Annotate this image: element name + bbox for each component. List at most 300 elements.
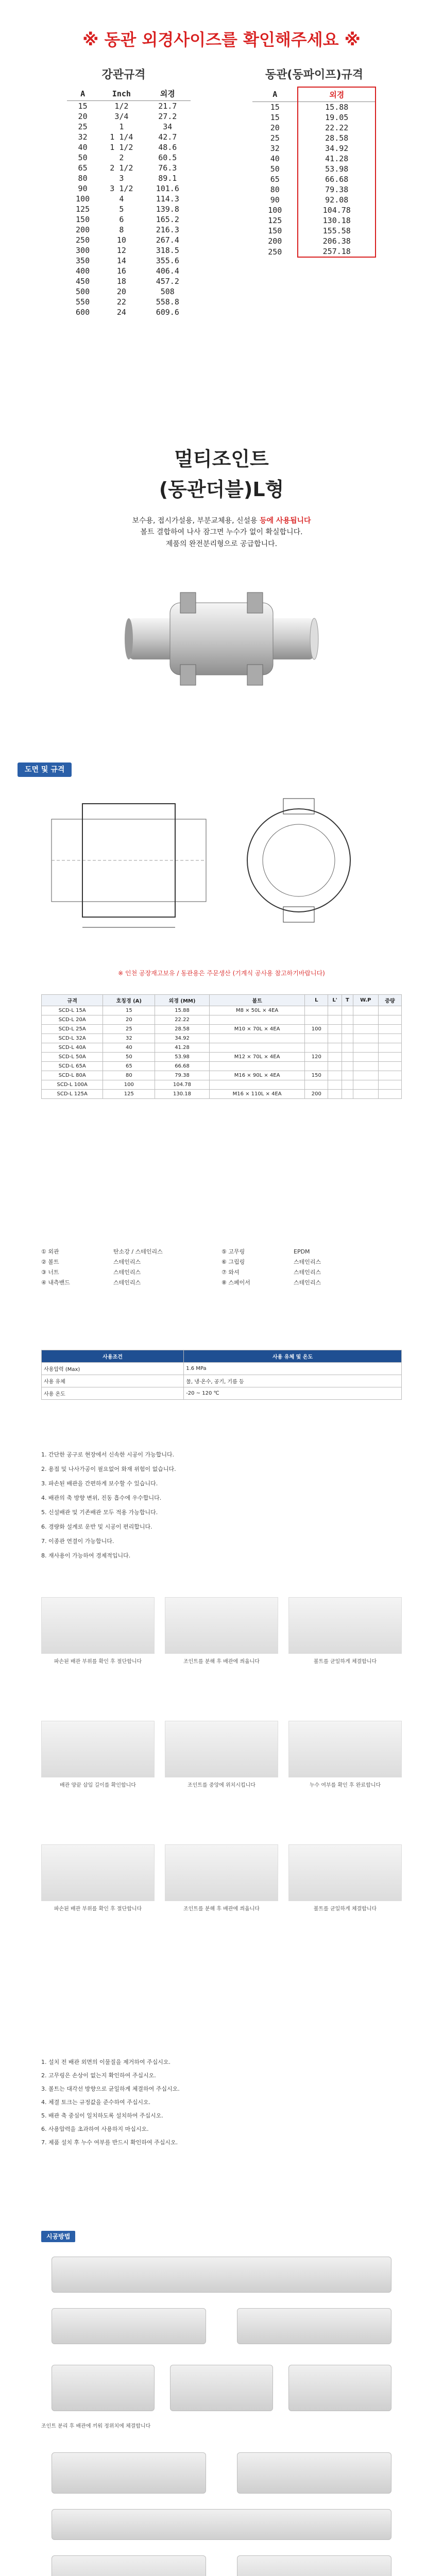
table-cell: 34.92 — [155, 1034, 210, 1043]
feature-item: 6. 경량화 설계로 운반 및 시공이 편리합니다. — [41, 1523, 152, 1530]
table-cell — [328, 1053, 342, 1062]
table-cell: 65 — [270, 175, 280, 184]
step-item — [165, 1597, 278, 1666]
table-cell: 90 — [270, 195, 280, 205]
table-cell: 350 — [76, 256, 90, 265]
cond-header: 사용조건 — [42, 1350, 184, 1363]
install-note: 4. 체결 토크는 규정값을 준수하여 주십시오. — [41, 2099, 151, 2106]
table-cell: 48.6 — [158, 143, 177, 152]
table-cell: 100 — [76, 194, 90, 204]
table-cell — [328, 1034, 342, 1043]
part-name: ④ 내측밴드 — [41, 1279, 70, 1286]
table-cell — [305, 1043, 328, 1053]
step-caption: 조인트를 중앙에 위치시킵니다 — [188, 1783, 255, 1788]
table-cell — [353, 1080, 378, 1090]
table-cell: 206.38 — [298, 236, 376, 246]
table-cell — [328, 1015, 342, 1025]
parts-row — [41, 1278, 402, 1288]
table-cell: 76.3 — [158, 163, 177, 173]
step-image — [41, 1597, 155, 1654]
install-note: 7. 제품 설치 후 누수 여부를 반드시 확인하여 주십시오. — [41, 2139, 178, 2146]
table-cell: SCD-L 50A — [42, 1053, 103, 1062]
install-image-7 — [52, 2452, 206, 2494]
table-cell: 34 — [163, 122, 173, 131]
table-row — [252, 174, 376, 184]
table-cell: SCD-L 32A — [42, 1034, 103, 1043]
parts-list — [41, 1247, 402, 1288]
part-material: 탄소강 / 스테인리스 — [113, 1248, 163, 1255]
table-cell — [305, 1006, 328, 1015]
table-cell: 60.5 — [158, 153, 177, 162]
table-cell — [353, 1015, 378, 1025]
table-cell — [378, 1034, 401, 1043]
product-title — [0, 443, 443, 502]
table-cell — [342, 1006, 353, 1015]
table-cell: 40 — [103, 1043, 155, 1053]
table-cell: SCD-L 20A — [42, 1015, 103, 1025]
size-tables — [36, 66, 407, 396]
features-list — [41, 1448, 402, 1563]
table-cell: SCD-L 25A — [42, 1025, 103, 1034]
table-row — [67, 204, 191, 214]
table-cell — [342, 1015, 353, 1025]
table-cell: 20 — [78, 112, 88, 121]
table-row — [67, 235, 191, 245]
table-cell: 89.1 — [158, 174, 177, 183]
table-cell — [209, 1034, 305, 1043]
table-cell: 15 — [270, 103, 280, 112]
table-cell: 3/4 — [114, 112, 129, 121]
table-cell — [328, 1006, 342, 1015]
table-row — [67, 101, 191, 112]
table-cell: 150 — [268, 226, 282, 235]
table-cell: 22.22 — [298, 123, 376, 133]
table-cell: 12 — [116, 246, 126, 255]
steel-header: 외경 — [145, 87, 191, 101]
table-cell: 150 — [76, 215, 90, 224]
step-item — [41, 1721, 155, 1789]
table-row — [67, 163, 191, 173]
table-cell — [353, 1006, 378, 1015]
table-row — [67, 276, 191, 286]
spec-header: 규격 — [42, 995, 103, 1006]
table-cell: 200 — [76, 225, 90, 234]
table-cell: 21.7 — [158, 101, 177, 111]
table-cell: 66.68 — [298, 174, 376, 184]
step-image — [165, 1844, 278, 1901]
table-cell: M16 × 110L × 4EA — [209, 1090, 305, 1099]
table-row — [67, 142, 191, 152]
table-cell — [328, 1071, 342, 1080]
step-image — [165, 1721, 278, 1777]
table-cell: 139.8 — [156, 205, 179, 214]
table-cell: 125 — [268, 216, 282, 225]
table-row — [67, 183, 191, 194]
table-row — [42, 1080, 402, 1090]
step-caption: 볼트를 균일하게 체결합니다 — [313, 1906, 377, 1912]
table-cell: 355.6 — [156, 256, 179, 265]
part-pair — [222, 1247, 402, 1257]
table-cell: 406.4 — [156, 266, 179, 276]
step-row-3 — [41, 1844, 402, 1913]
cond-header: 사용 유체 및 온도 — [184, 1350, 402, 1363]
step-caption: 배관 양끝 삽입 길이를 확인합니다 — [60, 1783, 136, 1788]
table-cell: 40 — [78, 143, 88, 152]
table-cell — [328, 1043, 342, 1053]
table-cell: 130.18 — [155, 1090, 210, 1099]
table-row — [252, 143, 376, 154]
table-row — [67, 286, 191, 297]
use-condition-table — [41, 1350, 402, 1400]
table-cell — [353, 1071, 378, 1080]
install-image-10 — [52, 2555, 206, 2576]
table-row — [42, 1062, 402, 1071]
table-cell — [342, 1043, 353, 1053]
part-pair — [41, 1247, 222, 1257]
install-image-2 — [52, 2308, 206, 2344]
table-cell — [353, 1090, 378, 1099]
table-row — [42, 1387, 402, 1400]
table-cell: -20 ~ 120 ℃ — [184, 1387, 402, 1400]
copper-table-title: 동관(동파이프)규격 — [265, 69, 364, 81]
table-row — [252, 184, 376, 195]
table-cell: 사용 유체 — [42, 1375, 184, 1387]
spec-header: 중량 — [378, 995, 401, 1006]
table-cell: 65 — [103, 1062, 155, 1071]
table-cell: 8 — [119, 225, 124, 234]
table-row — [67, 132, 191, 142]
step-item — [288, 1721, 402, 1789]
spec-header: L — [305, 995, 328, 1006]
step-caption: 누수 여부를 확인 후 완료합니다 — [309, 1783, 381, 1788]
table-cell — [353, 1025, 378, 1034]
table-cell: 92.08 — [298, 195, 376, 205]
table-row — [67, 173, 191, 183]
table-cell: 50 — [270, 164, 280, 174]
part-name: ⑦ 와셔 — [222, 1269, 240, 1276]
table-cell — [209, 1080, 305, 1090]
desc-line1-red: 등에 사용됩니다 — [260, 517, 311, 525]
table-cell: M12 × 70L × 4EA — [209, 1053, 305, 1062]
table-cell — [342, 1053, 353, 1062]
table-cell: 53.98 — [298, 164, 376, 174]
step-caption: 조인트를 분해 후 배관에 씌웁니다 — [183, 1659, 260, 1665]
table-cell: 사용압력 (Max) — [42, 1363, 184, 1375]
step-caption: 볼트를 균일하게 체결합니다 — [313, 1659, 377, 1665]
table-cell: 200 — [268, 236, 282, 246]
desc-line1: 보수용, 접시가설용, 부분교체용, 신설용 — [132, 517, 260, 525]
table-cell: SCD-L 80A — [42, 1071, 103, 1080]
table-cell: 15 — [103, 1006, 155, 1015]
table-cell: 1 — [119, 122, 124, 131]
table-row — [42, 1363, 402, 1375]
table-cell: 2 — [119, 153, 124, 162]
table-cell — [378, 1071, 401, 1080]
table-cell: 120 — [305, 1053, 328, 1062]
parts-row — [41, 1267, 402, 1278]
step-item — [165, 1721, 278, 1789]
copper-header: 외경 — [298, 87, 376, 102]
parts-row — [41, 1247, 402, 1257]
steel-size-table — [67, 87, 191, 317]
step-image — [41, 1844, 155, 1901]
product-description — [0, 515, 443, 550]
table-cell — [353, 1062, 378, 1071]
table-row — [252, 164, 376, 174]
part-pair — [41, 1278, 222, 1288]
part-name: ② 볼트 — [41, 1259, 59, 1265]
table-cell: 300 — [76, 246, 90, 255]
table-row — [252, 246, 376, 257]
part-pair — [41, 1267, 222, 1278]
table-cell — [353, 1053, 378, 1062]
table-cell — [328, 1025, 342, 1034]
feature-item: 5. 신설배관 및 기존배관 모두 적용 가능합니다. — [41, 1509, 158, 1516]
table-row — [67, 225, 191, 235]
spec-header: W.P — [353, 995, 378, 1006]
install-image-3 — [237, 2308, 391, 2344]
feature-item: 8. 재사용이 가능하여 경제적입니다. — [41, 1552, 131, 1559]
part-pair — [222, 1257, 402, 1267]
table-row — [252, 154, 376, 164]
table-cell: 65 — [78, 163, 88, 173]
table-row — [252, 123, 376, 133]
table-row — [67, 111, 191, 122]
table-cell: SCD-L 125A — [42, 1090, 103, 1099]
table-cell: 32 — [270, 144, 280, 153]
table-row — [252, 112, 376, 123]
table-row — [67, 266, 191, 276]
part-material: 스테인리스 — [113, 1259, 141, 1265]
table-cell: 50 — [78, 153, 88, 162]
table-cell: 250 — [268, 247, 282, 257]
table-cell: 558.8 — [156, 297, 179, 307]
install-image-8 — [237, 2452, 391, 2494]
table-cell: 104.78 — [298, 205, 376, 215]
install-image-9 — [52, 2509, 391, 2540]
table-cell: 114.3 — [156, 194, 179, 204]
table-cell: 25 — [103, 1025, 155, 1034]
table-cell: 90 — [78, 184, 88, 193]
table-cell: 2 1/2 — [110, 163, 133, 173]
step-image — [41, 1721, 155, 1777]
install-image-11 — [237, 2555, 391, 2576]
table-cell: 15 — [78, 101, 88, 111]
table-row — [42, 1090, 402, 1099]
table-cell: 25 — [78, 122, 88, 131]
table-cell: 34.92 — [298, 143, 376, 154]
table-cell: SCD-L 100A — [42, 1080, 103, 1090]
install-image-1 — [52, 2257, 391, 2293]
table-cell: 130.18 — [298, 215, 376, 226]
table-cell: 1.6 MPa — [184, 1363, 402, 1375]
table-row — [252, 236, 376, 246]
product-hero-image — [124, 562, 319, 716]
spec-header: 호칭경 (A) — [103, 995, 155, 1006]
parts-row — [41, 1257, 402, 1267]
table-cell: 22.22 — [155, 1015, 210, 1025]
table-cell — [378, 1006, 401, 1015]
install-image-5 — [170, 2365, 273, 2411]
table-cell: 41.28 — [298, 154, 376, 164]
table-cell — [305, 1015, 328, 1025]
table-cell: 32 — [103, 1034, 155, 1043]
table-row — [252, 215, 376, 226]
step-item — [288, 1844, 402, 1913]
table-cell: 53.98 — [155, 1053, 210, 1062]
table-cell: 18 — [116, 277, 126, 286]
feature-item: 7. 이종관 연결이 가능합니다. — [41, 1538, 114, 1545]
table-cell: 257.18 — [298, 246, 376, 257]
spec-header: 볼트 — [209, 995, 305, 1006]
step-item — [41, 1597, 155, 1666]
step-item — [165, 1844, 278, 1913]
table-cell — [328, 1080, 342, 1090]
table-row — [42, 1375, 402, 1387]
table-cell: 125 — [103, 1090, 155, 1099]
table-cell: 50 — [103, 1053, 155, 1062]
table-row — [42, 1034, 402, 1043]
table-cell — [342, 1025, 353, 1034]
table-cell: 19.05 — [298, 112, 376, 123]
table-cell: 250 — [76, 235, 90, 245]
desc-line3: 제품의 완전분리형으로 공급합니다. — [165, 539, 278, 548]
step-item — [41, 1844, 155, 1913]
step-caption: 파손된 배관 부위를 확인 후 절단합니다 — [54, 1906, 142, 1912]
step-item — [288, 1597, 402, 1666]
drawing-section-bar: 도면 및 규격 — [18, 762, 72, 777]
table-cell — [353, 1034, 378, 1043]
table-cell: 125 — [76, 205, 90, 214]
table-cell: 216.3 — [156, 225, 179, 234]
table-row — [42, 1071, 402, 1080]
table-cell: 1 1/2 — [110, 143, 133, 152]
title-line1: 멀티조인트 — [174, 448, 269, 470]
install-note: 5. 배관 축 중심이 일치하도록 설치하여 주십시오. — [41, 2112, 163, 2119]
table-cell: 42.7 — [158, 132, 177, 142]
table-cell: 14 — [116, 256, 126, 265]
table-cell: 100 — [103, 1080, 155, 1090]
table-cell: 100 — [268, 206, 282, 215]
table-cell: 32 — [78, 132, 88, 142]
table-cell: 6 — [119, 215, 124, 224]
table-cell — [378, 1090, 401, 1099]
table-row — [67, 152, 191, 163]
table-cell: 4 — [119, 194, 124, 204]
table-cell: 155.58 — [298, 226, 376, 236]
table-cell: 508 — [160, 287, 175, 296]
step-row-2 — [41, 1721, 402, 1789]
table-cell: 80 — [270, 185, 280, 194]
table-cell: 101.6 — [156, 184, 179, 193]
table-row — [42, 1043, 402, 1053]
steel-table-title: 강관규격 — [101, 69, 146, 81]
table-cell: SCD-L 15A — [42, 1006, 103, 1015]
spec-table — [41, 994, 402, 1099]
table-cell — [342, 1080, 353, 1090]
table-cell: 15 — [270, 113, 280, 122]
part-name: ③ 너트 — [41, 1269, 59, 1276]
part-material: 스테인리스 — [113, 1269, 141, 1276]
install-note: 3. 볼트는 대각선 방향으로 균일하게 체결하여 주십시오. — [41, 2086, 180, 2092]
table-cell: 27.2 — [158, 112, 177, 121]
install-image-4 — [52, 2365, 155, 2411]
table-cell: 66.68 — [155, 1062, 210, 1071]
table-cell: 16 — [116, 266, 126, 276]
table-cell: SCD-L 65A — [42, 1062, 103, 1071]
table-cell: M16 × 90L × 4EA — [209, 1071, 305, 1080]
table-row — [252, 205, 376, 215]
spec-header: 외경 (MM) — [155, 995, 210, 1006]
step-image — [165, 1597, 278, 1654]
part-material: 스테인리스 — [294, 1279, 321, 1286]
table-cell — [378, 1053, 401, 1062]
table-cell — [328, 1062, 342, 1071]
table-cell — [378, 1062, 401, 1071]
table-row — [252, 102, 376, 113]
table-cell: 500 — [76, 287, 90, 296]
table-cell: 10 — [116, 235, 126, 245]
table-cell — [342, 1034, 353, 1043]
part-name: ① 외관 — [41, 1248, 59, 1255]
table-cell — [305, 1080, 328, 1090]
table-cell — [342, 1090, 353, 1099]
part-material: EPDM — [294, 1248, 310, 1255]
table-cell: 15.88 — [155, 1006, 210, 1015]
table-cell: SCD-L 40A — [42, 1043, 103, 1053]
table-cell: 25 — [270, 133, 280, 143]
table-cell: 1/2 — [114, 101, 129, 111]
install-image-6 — [288, 2365, 391, 2411]
feature-item: 2. 용접 및 나사가공이 필요없어 화재 위험이 없습니다. — [41, 1466, 176, 1472]
table-row — [67, 245, 191, 256]
table-row — [67, 307, 191, 317]
table-cell: 41.28 — [155, 1043, 210, 1053]
size-check-alert: ※ 동관 외경사이즈를 확인해주세요 ※ — [82, 30, 361, 49]
install-caption: 조인트 분리 후 배관에 끼워 정위치에 체결합니다 — [41, 2424, 151, 2429]
table-row — [42, 1015, 402, 1025]
part-pair — [41, 1257, 222, 1267]
table-cell: 사용 온도 — [42, 1387, 184, 1400]
table-cell — [209, 1015, 305, 1025]
table-row — [42, 1025, 402, 1034]
table-cell: 79.38 — [298, 184, 376, 195]
table-cell: 5 — [119, 205, 124, 214]
desc-line2: 볼트 결합하여 나사 잠그면 누수가 없이 확실합니다. — [140, 528, 303, 537]
table-cell — [328, 1090, 342, 1099]
table-cell: 3 — [119, 174, 124, 183]
install-note: 1. 설치 전 배관 외면의 이물질을 제거하여 주십시오. — [41, 2059, 171, 2065]
step-caption: 파손된 배관 부위를 확인 후 절단합니다 — [54, 1659, 142, 1665]
table-cell — [378, 1080, 401, 1090]
table-cell — [305, 1034, 328, 1043]
part-name: ⑧ 스페이서 — [222, 1279, 250, 1286]
step-image — [288, 1597, 402, 1654]
install-note: 2. 고무링은 손상이 없는지 확인하여 주십시오. — [41, 2072, 156, 2079]
copper-header: A — [252, 87, 298, 102]
table-row — [252, 195, 376, 205]
table-cell: 165.2 — [156, 215, 179, 224]
spec-header: T — [342, 995, 353, 1006]
steel-header: A — [67, 87, 98, 101]
table-cell: 457.2 — [156, 277, 179, 286]
table-cell: 20 — [116, 287, 126, 296]
table-cell: 40 — [270, 154, 280, 163]
table-cell: 104.78 — [155, 1080, 210, 1090]
table-row — [252, 226, 376, 236]
table-cell: 80 — [103, 1071, 155, 1080]
part-material: 스테인리스 — [113, 1279, 141, 1286]
